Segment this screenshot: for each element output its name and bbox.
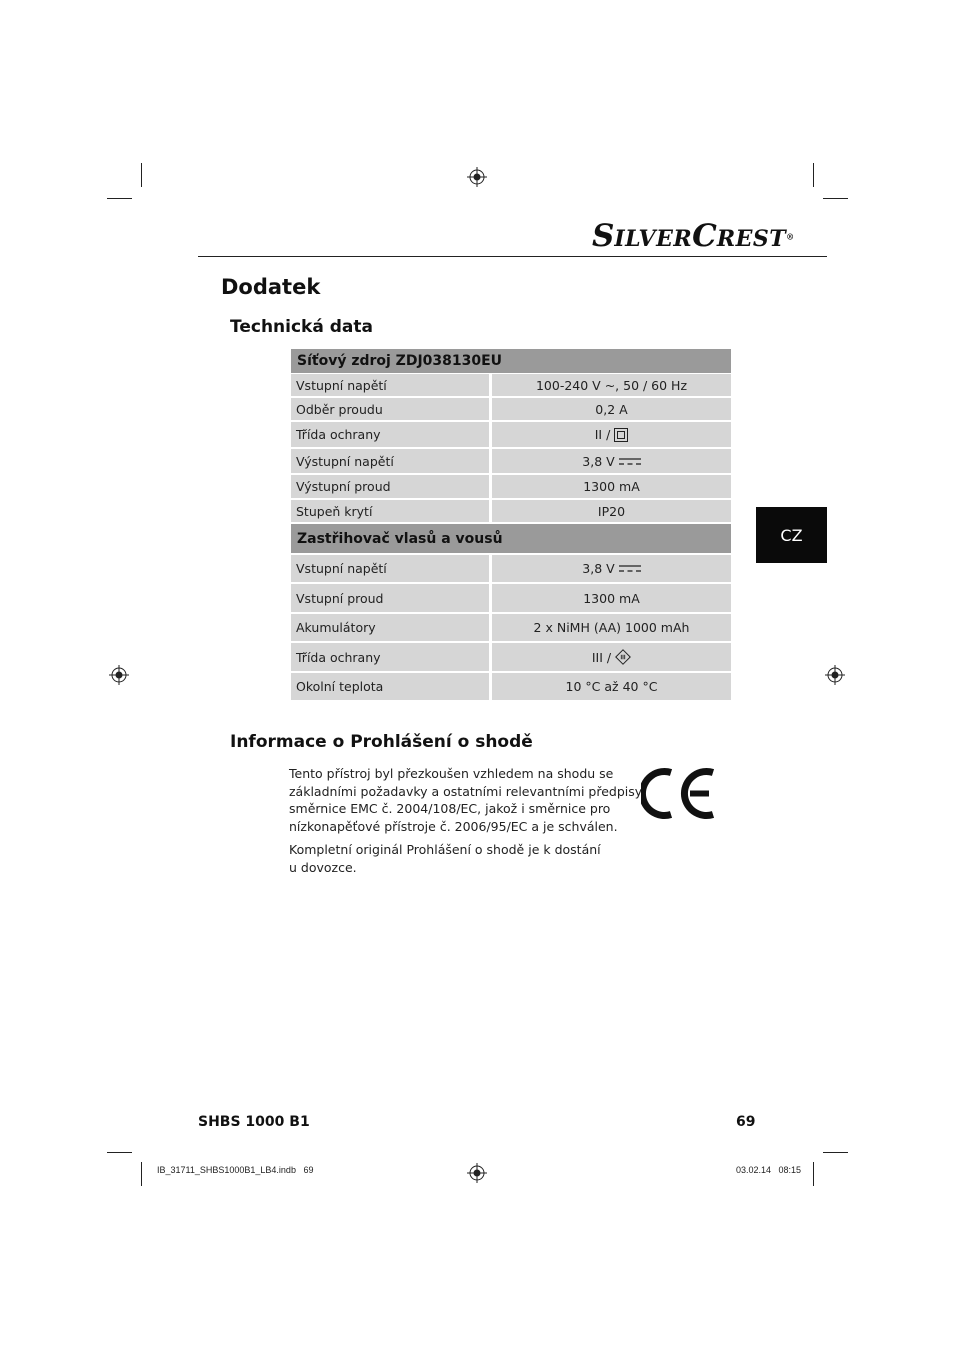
class-iii-diamond-icon: [615, 649, 631, 665]
dc-symbol-icon: [619, 564, 641, 573]
table-row: [291, 500, 731, 522]
double-square-icon: [614, 428, 628, 442]
row-value-text: 1300 mA: [583, 479, 640, 494]
row-label: Odběr proudu: [291, 398, 489, 420]
brand-letter: S: [592, 218, 615, 254]
paragraph-line: směrnice EMC č. 2004/108/EC, jakož i směrnice pro: [289, 801, 611, 816]
language-tab: CZ: [756, 507, 827, 563]
row-value: [492, 398, 731, 420]
registration-mark-icon: [467, 1163, 487, 1183]
crop-mark: [107, 1152, 132, 1153]
registration-mark-icon: [825, 665, 845, 685]
row-label: Okolní teplota: [291, 673, 489, 700]
row-value: [492, 673, 731, 700]
trimmer-section-title: Zastřihovač vlasů a vousů: [291, 524, 731, 553]
page-number: 69: [736, 1114, 756, 1130]
row-label: Vstupní napětí: [291, 555, 489, 582]
crop-mark: [813, 1162, 814, 1186]
row-value: [492, 500, 731, 522]
row-value: [492, 422, 731, 447]
row-label: Třída ochrany: [291, 422, 489, 447]
row-value-text: 0,2 A: [595, 401, 628, 417]
crop-mark: [141, 163, 142, 187]
row-value: [492, 555, 731, 582]
row-value: [492, 614, 731, 641]
table-row: [291, 422, 731, 447]
row-label: Výstupní proud: [291, 475, 489, 498]
brand-letters: ILVER: [614, 226, 693, 252]
registration-mark-icon: [467, 167, 487, 187]
row-value-text: 2 x NiMH (AA) 1000 mAh: [533, 620, 690, 635]
row-value-text: IP20: [597, 503, 626, 519]
declaration-paragraph: [289, 765, 643, 835]
declaration-paragraph: [289, 841, 619, 876]
ce-mark-icon: [641, 766, 717, 821]
paragraph-line: Tento přístroj byl přezkoušen vzhledem na shodu se: [289, 766, 614, 781]
row-value-text: III /: [591, 649, 612, 665]
power-supply-section-title: Síťový zdroj ZDJ038130EU: [291, 349, 731, 373]
row-value-text: 3,8 V: [582, 453, 615, 469]
row-value-text: 3,8 V: [582, 561, 615, 576]
row-label: Akumulátory: [291, 614, 489, 641]
row-value-text: 1300 mA: [583, 590, 640, 606]
crop-mark: [823, 1152, 848, 1153]
paragraph-line: základními požadavky a ostatními relevantními předpisy: [289, 783, 643, 799]
brand-letters: REST: [716, 226, 787, 252]
paragraph-line: Kompletní originál Prohlášení o shodě je k dostání: [289, 842, 601, 857]
crop-mark: [107, 198, 132, 199]
row-label: Třída ochrany: [291, 643, 489, 671]
row-value-text: 100-240 V ~, 50 / 60 Hz: [535, 377, 688, 393]
brand-logo: [592, 218, 795, 254]
crop-mark: [813, 163, 814, 187]
row-value-text: II /: [594, 427, 611, 442]
table-row: [291, 449, 731, 473]
page-title: Dodatek: [221, 275, 321, 299]
tech-data-table: [291, 349, 731, 701]
crop-mark: [823, 198, 848, 199]
model-number: SHBS 1000 B1: [198, 1114, 310, 1130]
table-row: [291, 475, 731, 498]
table-row: [291, 555, 731, 582]
header-divider: [198, 256, 827, 257]
declaration-heading: Informace o Prohlášení o shodě: [230, 732, 533, 752]
table-row: [291, 398, 731, 420]
dc-symbol-icon: [619, 457, 641, 466]
row-label: Vstupní napětí: [291, 374, 489, 396]
paragraph-line: nízkonapěťové přístroje č. 2006/95/EC a je schválen.: [289, 818, 618, 834]
row-value: [492, 643, 731, 671]
row-value-text: 10 °C až 40 °C: [565, 679, 658, 694]
table-row: [291, 584, 731, 612]
row-value: [492, 584, 731, 612]
print-date-info: 03.02.14 08:15: [736, 1165, 802, 1175]
registered-mark: ®: [786, 231, 795, 242]
table-row: [291, 374, 731, 396]
registration-mark-icon: [109, 665, 129, 685]
tech-data-heading: Technická data: [230, 317, 373, 337]
row-label: Vstupní proud: [291, 584, 489, 612]
row-value: [492, 374, 731, 396]
crop-mark: [141, 1162, 142, 1186]
brand-letter: C: [692, 218, 717, 254]
table-row: [291, 673, 731, 700]
table-row: [291, 614, 731, 641]
row-value: [492, 449, 731, 473]
table-row: [291, 643, 731, 671]
print-file-info: IB_31711_SHBS1000B1_LB4.indb 69: [157, 1165, 314, 1175]
paragraph-line: u dovozce.: [289, 859, 357, 875]
row-label: Stupeň krytí: [291, 500, 489, 522]
row-value: [492, 475, 731, 498]
row-label: Výstupní napětí: [291, 449, 489, 473]
